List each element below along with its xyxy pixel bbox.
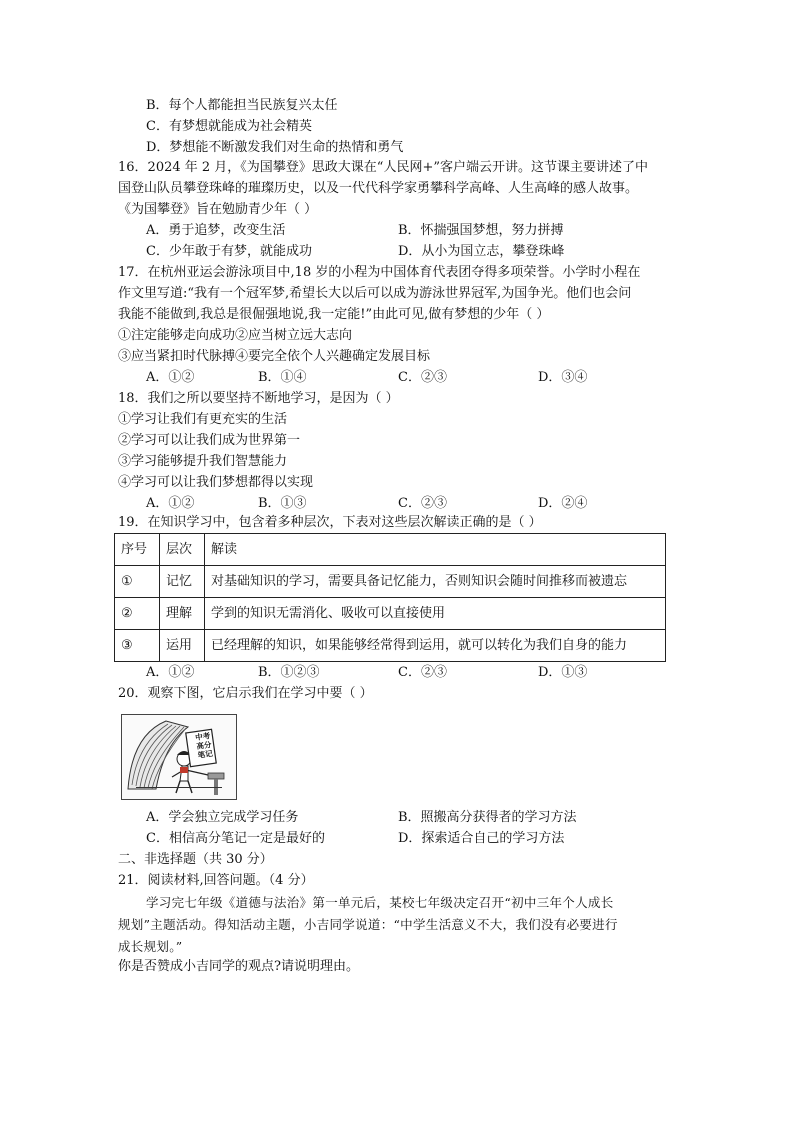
q20-option-d: D．探索适合自己的学习方法: [398, 831, 565, 846]
table-header: 序号: [115, 534, 160, 566]
q18-statement-4: ④学习可以让我们梦想都得以实现: [118, 475, 314, 490]
q20-stem: 20．观察下图，它启示我们在学习中要（ ）: [118, 686, 373, 701]
q16-option-d: D．从小为国立志，攀登珠峰: [398, 244, 565, 259]
q21-material-line-3: 成长规划。”: [118, 939, 183, 954]
q16-option-b: B．怀揣强国梦想，努力拼搏: [398, 223, 564, 238]
q21-question: 你是否赞成小吉同学的观点?请说明理由。: [118, 959, 359, 974]
q19-stem: 19．在知识学习中，包含着多种层次，下表对这些层次解读正确的是（ ）: [118, 515, 542, 530]
q20-option-c: C．相信高分笔记一定是最好的: [146, 831, 325, 846]
q16-stem-line-2: 国登山队员攀登珠峰的璀璨历史，以及一代代科学家勇攀科学高峰、人生高峰的感人故事。: [118, 181, 639, 196]
q18-option-d: D．②④: [538, 496, 588, 511]
notebook-text: 中考: [194, 731, 211, 743]
q16-stem-line-3: 《为国攀登》旨在勉励青少年（ ）: [118, 202, 318, 217]
q21-stem: 21．阅读材料,回答问题。（4 分）: [118, 873, 314, 888]
q20-option-b: B．照搬高分获得者的学习方法: [398, 810, 577, 825]
table-cell: ①: [115, 566, 160, 598]
q18-statement-2: ②学习可以让我们成为世界第一: [118, 433, 301, 448]
q17-option-d: D．③④: [538, 370, 588, 385]
notebook-text: 高分: [195, 740, 213, 751]
q19-option-b: B．①②③: [258, 665, 320, 680]
q21-material-line-2: 规划”主题活动。得知活动主题，小吉同学说道：“中学生活意义不大，我们没有必要进行: [118, 917, 618, 932]
q18-statement-3: ③学习能够提升我们智慧能力: [118, 454, 288, 469]
table-row: [115, 566, 666, 598]
q20-cartoon-figure: [121, 714, 237, 800]
q17-statement-line-2: ③应当紧扣时代脉搏④要完全依个人兴趣确定发展目标: [118, 349, 431, 364]
q15-option-c: C．有梦想就能成为社会精英: [146, 119, 312, 134]
q18-stem: 18．我们之所以要坚持不断地学习，是因为（ ）: [118, 391, 399, 406]
cartoon-illustration: [122, 715, 236, 799]
q17-option-a: A．①②: [146, 370, 195, 385]
q17-stem-line-3: 我能不能做到,我总是很倔强地说,我一定能!”由此可见,做有梦想的少年（ ）: [118, 307, 550, 322]
q16-option-c: C．少年敢于有梦，就能成功: [146, 244, 312, 259]
q16-option-a: A．勇于追梦，改变生活: [146, 223, 286, 238]
q19-option-a: A．①②: [146, 665, 195, 680]
q20-option-a: A．学会独立完成学习任务: [146, 810, 299, 825]
table-cell: 已经理解的知识，如果能够经常得到运用，就可以转化为我们自身的能力: [205, 630, 666, 662]
table-row: [115, 598, 666, 630]
q19-option-d: D．①③: [538, 665, 588, 680]
table-cell: 记忆: [160, 566, 205, 598]
q18-statement-1: ①学习让我们有更充实的生活: [118, 412, 288, 427]
q18-option-c: C．②③: [398, 496, 447, 511]
table-cell: 理解: [160, 598, 205, 630]
q18-option-b: B．①③: [258, 496, 307, 511]
q17-statement-line-1: ①注定能够走向成功②应当树立远大志向: [118, 328, 353, 343]
cartoon-notebook-label: [190, 730, 218, 760]
table-cell: ②: [115, 598, 160, 630]
notebook-text: 笔记: [197, 748, 214, 760]
table-header-row: [115, 534, 666, 566]
q15-option-b: B．每个人都能担当民族复兴太任: [146, 98, 338, 113]
q17-stem-line-2: 作文里写道:“我有一个冠军梦,希望长大以后可以成为游泳世界冠军,为国争光。他们也会问: [118, 286, 632, 301]
q16-stem-line-1: 16．2024 年 2 月，《为国攀登》思政大课在“人民网+”客户端云开讲。这节课主要讲述了中: [118, 160, 648, 175]
table-cell: ③: [115, 630, 160, 662]
q21-material-line-1: 学习完七年级《道德与法治》第一单元后，某校七年级决定召开“初中三年个人成长: [146, 895, 614, 910]
q17-stem-line-1: 17．在杭州亚运会游泳项目中,18 岁的小程为中国体育代表团夺得多项荣誉。小学时小程在: [118, 265, 641, 280]
q17-option-c: C．②③: [398, 370, 447, 385]
q19-option-c: C．②③: [398, 665, 447, 680]
table-cell: 运用: [160, 630, 205, 662]
table-cell: 学到的知识无需消化、吸收可以直接使用: [205, 598, 666, 630]
q15-option-d: D．梦想能不断激发我们对生命的热情和勇气: [146, 140, 404, 155]
section-heading: 二、非选择题（共 30 分）: [118, 852, 273, 867]
q17-option-b: B．①④: [258, 370, 307, 385]
table-header: 解读: [205, 534, 666, 566]
q18-option-a: A．①②: [146, 496, 195, 511]
table-row: [115, 630, 666, 662]
q19-table: [114, 533, 666, 662]
table-header: 层次: [160, 534, 205, 566]
table-cell: 对基础知识的学习，需要具备记忆能力，否则知识会随时间推移而被遗忘: [205, 566, 666, 598]
